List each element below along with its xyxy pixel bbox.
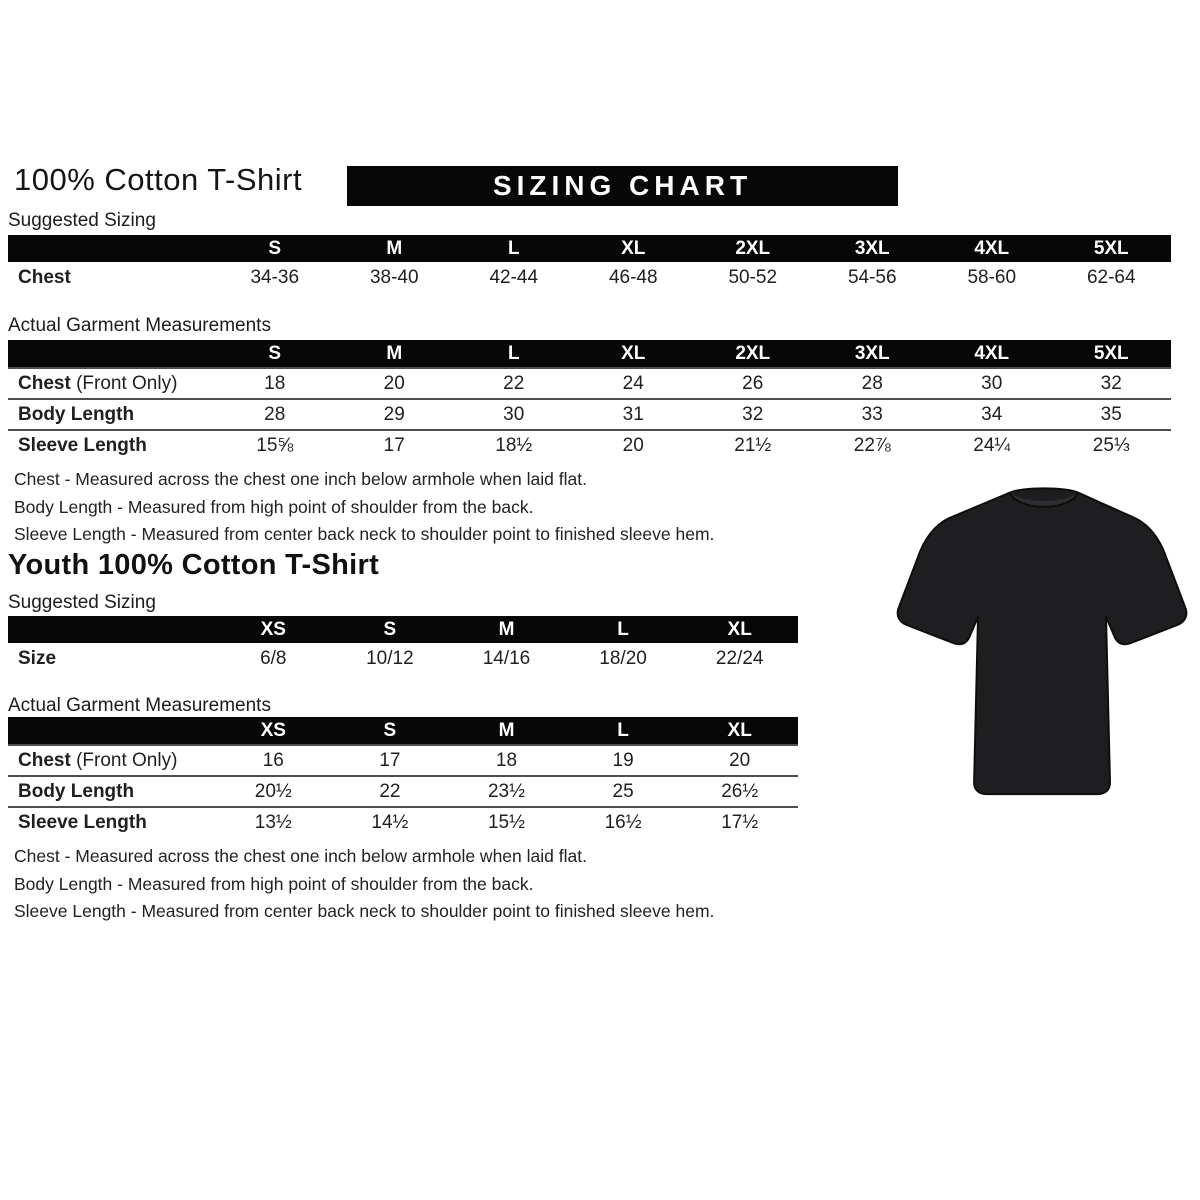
measurement-cell: 32	[693, 399, 813, 430]
col-header-4xl: 4XL	[932, 340, 1052, 368]
measurement-row	[8, 399, 1171, 430]
note-body-length: Body Length - Measured from high point of shoulder from the back.	[14, 496, 534, 517]
measurement-cell: 24	[574, 368, 694, 399]
measurement-cell: 31	[574, 399, 694, 430]
measurement-cell: 15½	[448, 807, 565, 837]
measurement-cell: 28	[215, 399, 335, 430]
measurement-cell: 16	[215, 745, 332, 776]
measurement-cell: 17½	[681, 807, 798, 837]
row-label: Chest (Front Only)	[8, 368, 215, 399]
measurement-cell: 20	[681, 745, 798, 776]
note-body-length: Body Length - Measured from high point of shoulder from the back.	[14, 873, 534, 894]
measurement-cell: 50-52	[728, 266, 778, 288]
sizing-chart-banner	[347, 166, 898, 206]
tshirt-body-shape	[898, 488, 1187, 794]
measurement-cell: 38-40	[369, 266, 419, 288]
col-header-empty	[8, 235, 215, 262]
measurement-cell: 18½	[454, 430, 574, 460]
measurement-cell: 17	[335, 430, 455, 460]
note-sleeve-length: Sleeve Length - Measured from center back neck to shoulder point to finished sleeve hem.	[14, 524, 715, 544]
col-header-xl: XL	[574, 235, 694, 262]
col-header-xl: XL	[681, 717, 798, 745]
col-header-empty	[8, 340, 215, 368]
measurement-cell: 22⅞	[813, 430, 933, 460]
measurement-cell: 25	[565, 776, 682, 807]
col-header-3xl: 3XL	[813, 235, 933, 262]
measurement-cell: 17	[332, 745, 449, 776]
measurement-row	[8, 745, 798, 776]
adult-measurement-notes	[14, 466, 714, 549]
measurement-row	[8, 262, 1171, 293]
measurement-cell: 19	[565, 745, 682, 776]
measurement-row	[8, 368, 1171, 399]
black-tshirt-image	[889, 479, 1199, 804]
col-header-m: M	[448, 717, 565, 745]
size-header-row	[8, 717, 798, 745]
measurement-cell: 30	[932, 368, 1052, 399]
col-header-4xl: 4XL	[932, 235, 1052, 262]
measurement-row	[8, 430, 1171, 460]
page-title: 100% Cotton T-Shirt	[14, 162, 303, 197]
row-label: Size	[18, 647, 57, 669]
measurement-cell: 33	[813, 399, 933, 430]
col-header-m: M	[335, 340, 455, 368]
col-header-xl: XL	[681, 616, 798, 643]
youth-measurement-notes	[14, 843, 714, 926]
col-header-5xl: 5XL	[1052, 235, 1172, 262]
measurement-row	[8, 807, 798, 837]
measurement-cell: 29	[335, 399, 455, 430]
youth-suggested-sizing-heading: Suggested Sizing	[8, 592, 156, 613]
measurement-cell: 10/12	[366, 647, 414, 669]
measurement-row	[8, 776, 798, 807]
size-header-row	[8, 235, 1171, 262]
row-label: Sleeve Length	[8, 807, 215, 837]
measurement-cell: 35	[1052, 399, 1172, 430]
measurement-cell: 20½	[215, 776, 332, 807]
col-header-s: S	[332, 616, 449, 643]
measurement-row	[8, 643, 798, 674]
measurement-cell: 26½	[681, 776, 798, 807]
adult-actual-measurements-heading: Actual Garment Measurements	[8, 315, 271, 336]
col-header-3xl: 3XL	[813, 340, 933, 368]
col-header-m: M	[448, 616, 565, 643]
adult-suggested-sizing-heading: Suggested Sizing	[8, 210, 156, 231]
measurement-cell: 14/16	[482, 647, 531, 669]
measurement-cell: 18	[448, 745, 565, 776]
youth-actual-measurements-table	[8, 717, 798, 837]
measurement-cell: 22	[454, 368, 574, 399]
measurement-cell: 62-64	[1086, 266, 1136, 288]
note-chest: Chest - Measured across the chest one inch below armhole when laid flat.	[14, 846, 587, 866]
measurement-cell: 54-56	[847, 266, 897, 288]
measurement-cell: 15⅝	[215, 430, 335, 460]
measurement-cell: 20	[335, 368, 455, 399]
measurement-cell: 22/24	[715, 647, 764, 669]
measurement-cell: 26	[693, 368, 813, 399]
sizing-chart-banner-label: SIZING CHART	[492, 170, 753, 201]
measurement-cell: 34	[932, 399, 1052, 430]
measurement-cell: 25⅓	[1052, 430, 1172, 460]
col-header-l: L	[454, 235, 574, 262]
col-header-xs: XS	[215, 616, 332, 643]
measurement-cell: 23½	[448, 776, 565, 807]
measurement-cell: 13½	[215, 807, 332, 837]
note-chest: Chest - Measured across the chest one inch below armhole when laid flat.	[14, 469, 587, 489]
measurement-cell: 18/20	[599, 647, 647, 669]
col-header-empty	[8, 616, 215, 643]
col-header-5xl: 5XL	[1052, 340, 1172, 368]
measurement-cell: 6/8	[260, 647, 287, 669]
measurement-cell: 46-48	[608, 266, 658, 288]
adult-suggested-sizing-table	[8, 235, 1171, 293]
measurement-cell: 24¼	[932, 430, 1052, 460]
measurement-cell: 30	[454, 399, 574, 430]
size-header-row	[8, 340, 1171, 368]
measurement-cell: 16½	[565, 807, 682, 837]
row-label: Body Length	[8, 776, 215, 807]
youth-suggested-sizing-table	[8, 616, 798, 674]
youth-actual-measurements-heading: Actual Garment Measurements	[8, 695, 271, 716]
col-header-xs: XS	[215, 717, 332, 745]
col-header-empty	[8, 717, 215, 745]
col-header-2xl: 2XL	[693, 340, 813, 368]
measurement-cell: 20	[574, 430, 694, 460]
measurement-cell: 42-44	[489, 266, 539, 288]
row-label: Sleeve Length	[8, 430, 215, 460]
col-header-s: S	[215, 235, 335, 262]
measurement-cell: 34-36	[250, 266, 300, 288]
col-header-s: S	[215, 340, 335, 368]
size-header-row	[8, 616, 798, 643]
measurement-cell: 18	[215, 368, 335, 399]
col-header-l: L	[454, 340, 574, 368]
youth-section-title: Youth 100% Cotton T-Shirt	[8, 549, 380, 581]
measurement-cell: 28	[813, 368, 933, 399]
note-sleeve-length: Sleeve Length - Measured from center back neck to shoulder point to finished sleeve hem.	[14, 901, 715, 921]
measurement-cell: 14½	[332, 807, 449, 837]
col-header-m: M	[335, 235, 455, 262]
adult-actual-measurements-table	[8, 340, 1171, 460]
measurement-cell: 58-60	[967, 266, 1017, 288]
col-header-l: L	[565, 616, 682, 643]
col-header-xl: XL	[574, 340, 694, 368]
col-header-2xl: 2XL	[693, 235, 813, 262]
measurement-cell: 32	[1052, 368, 1172, 399]
col-header-l: L	[565, 717, 682, 745]
measurement-cell: 22	[332, 776, 449, 807]
row-label: Body Length	[8, 399, 215, 430]
col-header-s: S	[332, 717, 449, 745]
row-label: Chest (Front Only)	[8, 745, 215, 776]
measurement-cell: 21½	[693, 430, 813, 460]
row-label: Chest	[18, 266, 71, 288]
